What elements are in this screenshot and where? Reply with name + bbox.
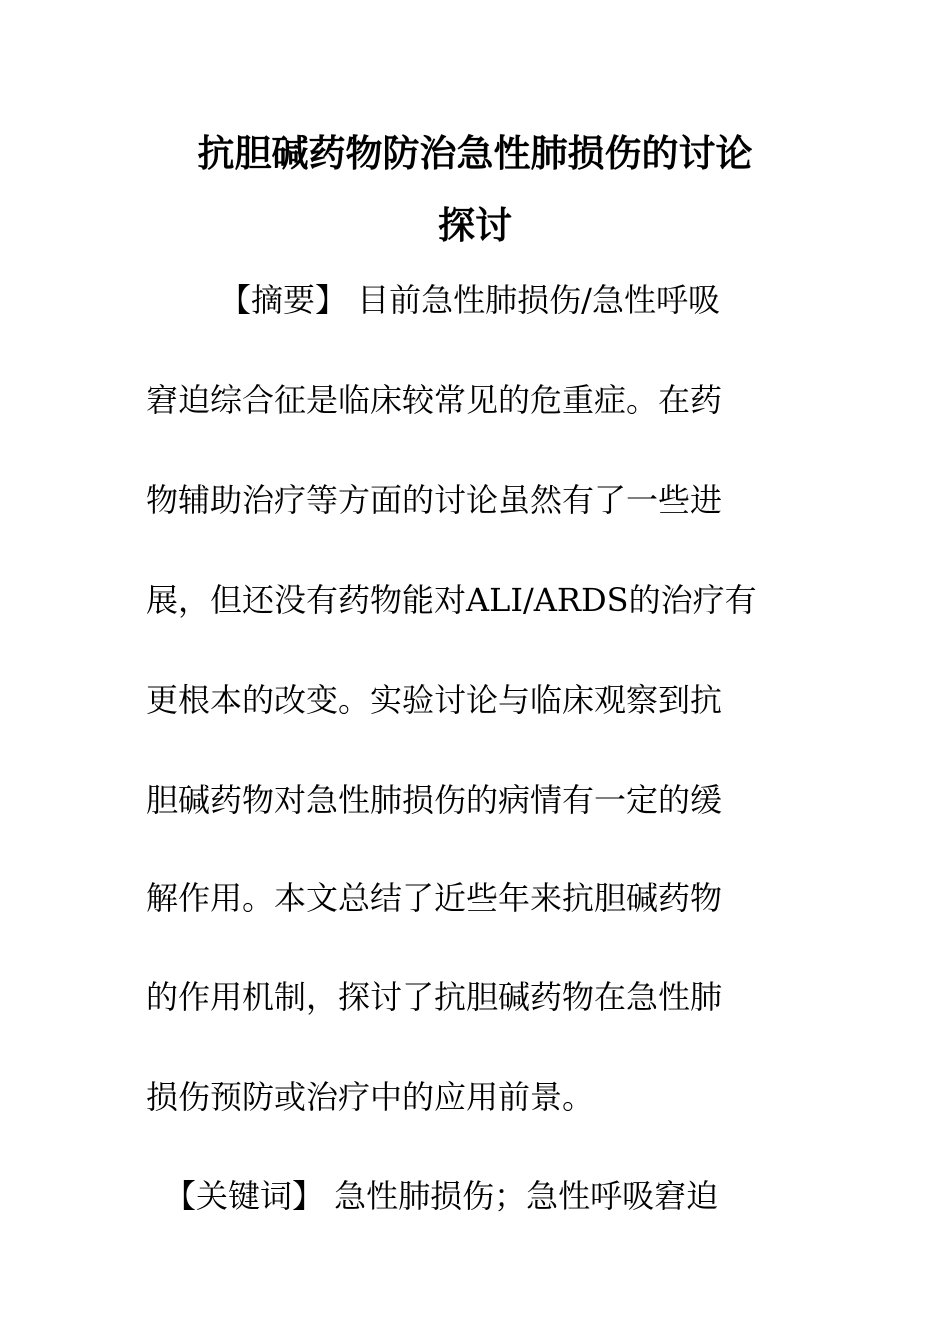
abstract-line-7: 解作用。本文总结了近些年来抗胆碱药物 — [146, 879, 723, 917]
abstract-line-1: 【摘要】 目前急性肺损伤/急性呼吸 — [219, 281, 720, 319]
document-title-line-1: 抗胆碱药物防治急性肺损伤的讨论 — [197, 131, 753, 175]
document-title-line-2: 探讨 — [438, 203, 512, 247]
abstract-line-3: 物辅助治疗等方面的讨论虽然有了一些进 — [146, 481, 723, 519]
keywords-line: 【关键词】 急性肺损伤；急性呼吸窘迫 — [164, 1177, 719, 1215]
abstract-line-8: 的作用机制，探讨了抗胆碱药物在急性肺 — [146, 978, 723, 1016]
abstract-line-4: 展，但还没有药物能对ALI/ARDS的治疗有 — [146, 581, 757, 619]
abstract-line-6: 胆碱药物对急性肺损伤的病情有一定的缓 — [146, 781, 723, 819]
abstract-line-2: 窘迫综合征是临床较常见的危重症。在药 — [146, 381, 723, 419]
abstract-line-9: 损伤预防或治疗中的应用前景。 — [146, 1078, 595, 1116]
abstract-line-5: 更根本的改变。实验讨论与临床观察到抗 — [146, 681, 723, 719]
